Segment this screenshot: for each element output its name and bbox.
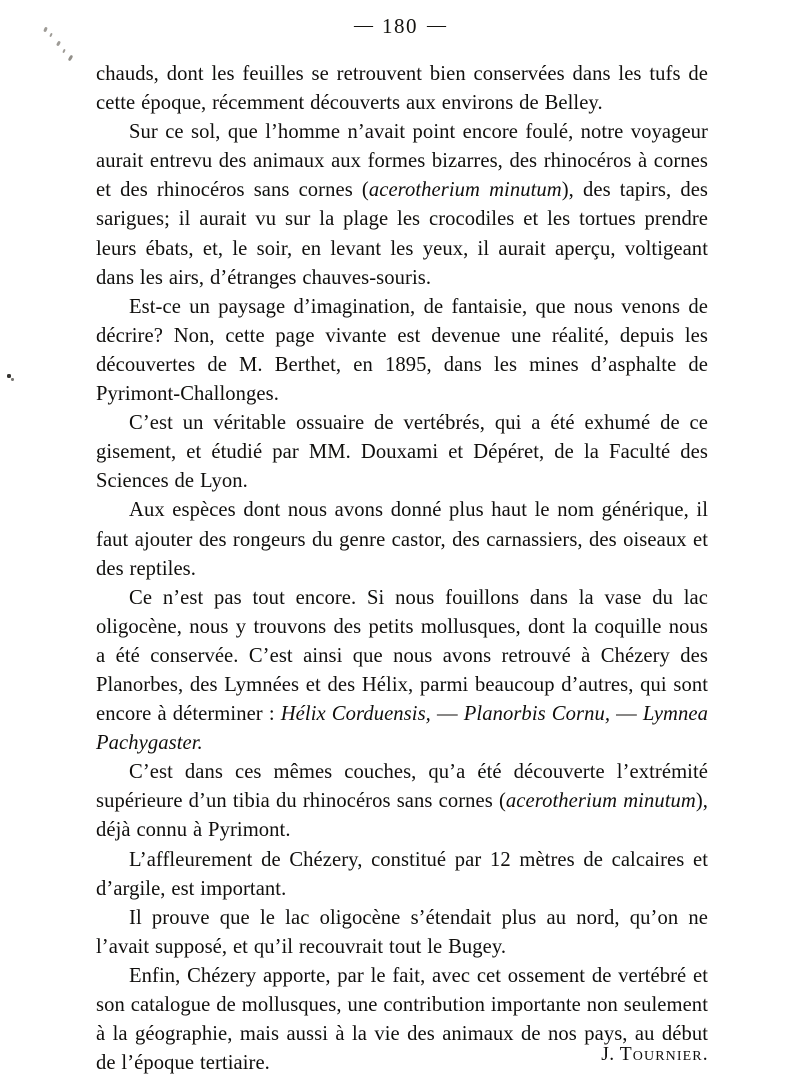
scan-speckle-icon bbox=[56, 41, 61, 47]
italic-species-name: acerotherium minutum bbox=[505, 790, 696, 813]
signature-initial: J. bbox=[601, 1044, 615, 1065]
text-run: C’est dans ces mêmes couches, qu’a été découverte l’extrémité supérieure d’un tibia du rhinocéros sans cornes ( bbox=[96, 761, 708, 813]
text-run: Enfin, Chézery apporte, par le fait, avec cet ossement de vertébré et son catalogue de mollusques, une contribution importante non seulement à la géographie, mais aussi à la vie des animaux de nos pays, au début de l’époque tertiaire. bbox=[96, 964, 708, 1075]
paragraph bbox=[96, 758, 708, 845]
text-run: C’est un véritable ossuaire de vertébrés, qui a été exhumé de ce gisement, et étudié par MM. Douxami et Dépéret, de la Faculté des Sciences de Lyon. bbox=[96, 412, 708, 493]
text-run: ), déjà connu à Pyrimont. bbox=[96, 790, 709, 842]
text-run: Ce n’est pas tout encore. Si nous fouillons dans la vase du lac oligocène, nous y trouvons des petits mollusques, dont la coquille nous a été conservée. C’est ainsi que nous avons retrouvé à Chézery des Planorbes, des Lymnées et des Hélix, parmi beaucoup d’autres, qui sont encore à déterminer : bbox=[96, 586, 708, 726]
paragraph bbox=[96, 118, 708, 293]
paragraph bbox=[96, 846, 708, 904]
text-run: — bbox=[610, 703, 643, 726]
text-run: Sur ce sol, que l’homme n’avait point encore foulé, notre voyageur aurait entrevu des animaux aux formes bizarres, des rhinocéros à cornes et des rhinocéros sans cornes ( bbox=[96, 121, 708, 202]
text-run: Il prouve que le lac oligocène s’étendait plus au nord, qu’on ne l’avait supposé, et qu’il recouvrait tout le Bugey. bbox=[96, 906, 708, 958]
paragraph bbox=[96, 904, 708, 962]
folio-dash-right: — bbox=[427, 15, 446, 36]
paragraph bbox=[96, 60, 708, 118]
signature-terminator: . bbox=[702, 1044, 708, 1065]
paragraph bbox=[96, 584, 708, 759]
body-text-block bbox=[96, 60, 708, 1078]
scan-speckle-icon bbox=[62, 49, 65, 53]
author-signature bbox=[96, 1044, 714, 1066]
scan-speckle-icon bbox=[11, 378, 14, 381]
text-run: L’affleurement de Chézery, constitué par 12 mètres de calcaires et d’argile, est important. bbox=[96, 848, 708, 900]
text-run: chauds, dont les feuilles se retrouvent bien conservées dans les tufs de cette époque, récemment découverts aux environs de Belley. bbox=[96, 63, 708, 115]
text-run: — bbox=[430, 703, 464, 726]
folio-dash-left: — bbox=[354, 15, 373, 36]
italic-species-name: acerotherium minutum bbox=[368, 179, 562, 202]
paragraph bbox=[96, 409, 708, 496]
scan-speckle-icon bbox=[68, 55, 74, 62]
text-run: ), des tapirs, des sarigues; il aurait vu sur la plage les crocodiles et les tortues prendre leurs ébats, et, le soir, en levant les yeux, il aurait aperçu, voltigeant dans les airs, d’étranges chauves-souris. bbox=[96, 179, 709, 289]
italic-species-name: Hélix Corduensis, bbox=[280, 703, 431, 726]
italic-species-name: Planorbis Cornu, bbox=[463, 703, 611, 726]
paragraph bbox=[96, 496, 708, 583]
text-run: Est-ce un paysage d’imagination, de fantaisie, que nous venons de décrire? Non, cette page vivante est devenue une réalité, depuis les découvertes de M. Berthet, en 1895, dans les mines d’asphalte de Pyrimont-Challonges. bbox=[96, 295, 708, 406]
page-number: 180 bbox=[382, 14, 418, 38]
text-run: Aux espèces dont nous avons donné plus haut le nom générique, il faut ajouter des rongeurs du genre castor, des carnassiers, des oiseaux et des reptiles. bbox=[96, 499, 708, 580]
signature-surname: Tournier bbox=[619, 1044, 703, 1065]
page-folio bbox=[0, 14, 800, 39]
paragraph bbox=[96, 293, 708, 409]
italic-species-name: Lymnea Pachygaster. bbox=[96, 703, 708, 755]
